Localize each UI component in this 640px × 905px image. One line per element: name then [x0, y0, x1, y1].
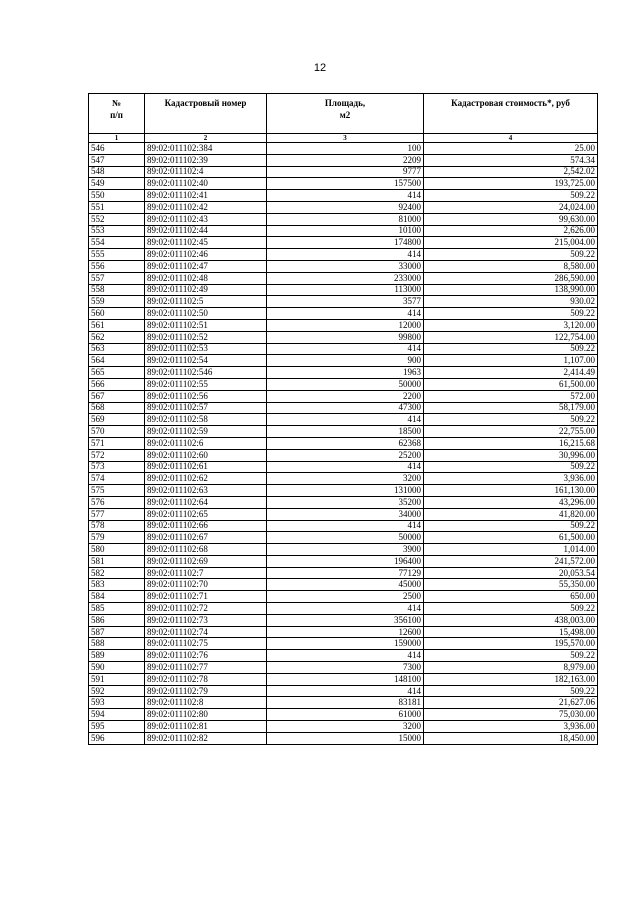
row-number-cell: 585 — [89, 603, 145, 615]
table-row — [89, 673, 598, 685]
area-cell: 100 — [267, 143, 424, 155]
row-number-cell: 556 — [89, 260, 145, 272]
cadastral-number-cell: 89:02:011102:49 — [145, 284, 267, 296]
row-number-cell: 562 — [89, 331, 145, 343]
cadastral-number-cell: 89:02:011102:55 — [145, 378, 267, 390]
cadastral-number-cell: 89:02:011102:47 — [145, 260, 267, 272]
cost-cell: 61,500.00 — [424, 378, 598, 390]
cost-cell: 8,979.00 — [424, 662, 598, 674]
table-row — [89, 473, 598, 485]
table-row — [89, 308, 598, 320]
cadastral-number-cell: 89:02:011102:64 — [145, 496, 267, 508]
cost-cell: 25.00 — [424, 143, 598, 155]
row-number-cell: 587 — [89, 626, 145, 638]
table-row — [89, 544, 598, 556]
table-row — [89, 732, 598, 744]
cadastral-number-cell: 89:02:011102:74 — [145, 626, 267, 638]
cadastral-number-cell: 89:02:011102:39 — [145, 154, 267, 166]
row-number-cell: 549 — [89, 178, 145, 190]
area-cell: 34000 — [267, 508, 424, 520]
table-row — [89, 237, 598, 249]
cadastral-number-cell: 89:02:011102:75 — [145, 638, 267, 650]
page-number: 12 — [313, 62, 327, 74]
area-cell: 3200 — [267, 721, 424, 733]
row-number-cell: 573 — [89, 461, 145, 473]
area-cell: 50000 — [267, 378, 424, 390]
row-number-cell: 563 — [89, 343, 145, 355]
row-number-cell: 590 — [89, 662, 145, 674]
cadastral-number-cell: 89:02:011102:77 — [145, 662, 267, 674]
row-number-cell: 564 — [89, 355, 145, 367]
cost-cell: 509.22 — [424, 249, 598, 261]
cadastral-number-cell: 89:02:011102:4 — [145, 166, 267, 178]
row-number-cell: 567 — [89, 390, 145, 402]
cadastral-number-cell: 89:02:011102:78 — [145, 673, 267, 685]
header-area — [267, 94, 424, 134]
cadastral-number-cell: 89:02:011102:50 — [145, 308, 267, 320]
table-row — [89, 201, 598, 213]
area-cell: 92400 — [267, 201, 424, 213]
area-cell: 148100 — [267, 673, 424, 685]
cadastral-number-cell: 89:02:011102:70 — [145, 579, 267, 591]
cadastral-number-cell: 89:02:011102:40 — [145, 178, 267, 190]
row-number-cell: 582 — [89, 567, 145, 579]
cadastral-number-cell: 89:02:011102:7 — [145, 567, 267, 579]
table-row — [89, 579, 598, 591]
row-number-cell: 557 — [89, 272, 145, 284]
table-row — [89, 213, 598, 225]
cadastral-number-cell: 89:02:011102:60 — [145, 449, 267, 461]
table-row — [89, 508, 598, 520]
cost-cell: 99,630.00 — [424, 213, 598, 225]
row-number-cell: 570 — [89, 426, 145, 438]
area-cell: 9777 — [267, 166, 424, 178]
row-number-cell: 550 — [89, 190, 145, 202]
cadastral-number-cell: 89:02:011102:8 — [145, 697, 267, 709]
cost-cell: 650.00 — [424, 591, 598, 603]
table-row — [89, 614, 598, 626]
table-row — [89, 567, 598, 579]
header-cadastral-cost: Кадастровая стоимость*, руб — [424, 94, 598, 134]
area-cell: 414 — [267, 650, 424, 662]
row-number-cell: 596 — [89, 732, 145, 744]
row-number-cell: 591 — [89, 673, 145, 685]
row-number-cell: 571 — [89, 437, 145, 449]
row-number-cell: 546 — [89, 143, 145, 155]
table-row — [89, 414, 598, 426]
cost-cell: 193,725.00 — [424, 178, 598, 190]
row-number-cell: 568 — [89, 402, 145, 414]
area-cell: 414 — [267, 461, 424, 473]
cost-cell: 241,572.00 — [424, 555, 598, 567]
table-row — [89, 190, 598, 202]
cadastral-number-cell: 89:02:011102:43 — [145, 213, 267, 225]
table-row — [89, 603, 598, 615]
table-row — [89, 319, 598, 331]
cost-cell: 509.22 — [424, 603, 598, 615]
row-number-cell: 547 — [89, 154, 145, 166]
area-cell: 7300 — [267, 662, 424, 674]
header-area-unit: м2 — [339, 109, 351, 120]
row-number-cell: 595 — [89, 721, 145, 733]
cadastral-number-cell: 89:02:011102:546 — [145, 367, 267, 379]
row-number-cell: 589 — [89, 650, 145, 662]
table-row — [89, 638, 598, 650]
cadastral-number-cell: 89:02:011102:61 — [145, 461, 267, 473]
area-cell: 15000 — [267, 732, 424, 744]
area-cell: 414 — [267, 603, 424, 615]
cost-cell: 15,498.00 — [424, 626, 598, 638]
area-cell: 414 — [267, 308, 424, 320]
cost-cell: 182,163.00 — [424, 673, 598, 685]
area-cell: 414 — [267, 190, 424, 202]
cost-cell: 215,004.00 — [424, 237, 598, 249]
cost-cell: 930.02 — [424, 296, 598, 308]
row-number-cell: 578 — [89, 520, 145, 532]
area-cell: 2500 — [267, 591, 424, 603]
row-number-cell: 580 — [89, 544, 145, 556]
row-number-cell: 574 — [89, 473, 145, 485]
row-number-cell: 572 — [89, 449, 145, 461]
cadastral-number-cell: 89:02:011102:46 — [145, 249, 267, 261]
cadastral-number-cell: 89:02:011102:41 — [145, 190, 267, 202]
table-row — [89, 225, 598, 237]
cadastral-number-cell: 89:02:011102:54 — [145, 355, 267, 367]
cadastral-number-cell: 89:02:011102:59 — [145, 426, 267, 438]
table-row — [89, 166, 598, 178]
header-number — [89, 94, 145, 134]
header-number-pp: п/п — [110, 109, 123, 120]
cost-cell: 2,414.49 — [424, 367, 598, 379]
area-cell: 47300 — [267, 402, 424, 414]
area-cell: 113000 — [267, 284, 424, 296]
cost-cell: 509.22 — [424, 343, 598, 355]
cost-cell: 8,580.00 — [424, 260, 598, 272]
area-cell: 414 — [267, 520, 424, 532]
cost-cell: 509.22 — [424, 461, 598, 473]
cadastral-number-cell: 89:02:011102:5 — [145, 296, 267, 308]
area-cell: 159000 — [267, 638, 424, 650]
row-number-cell: 558 — [89, 284, 145, 296]
cost-cell: 195,570.00 — [424, 638, 598, 650]
cost-cell: 41,820.00 — [424, 508, 598, 520]
area-cell: 3577 — [267, 296, 424, 308]
area-cell: 61000 — [267, 709, 424, 721]
table-row — [89, 650, 598, 662]
cadastral-number-cell: 89:02:011102:45 — [145, 237, 267, 249]
cost-cell: 509.22 — [424, 650, 598, 662]
row-number-cell: 560 — [89, 308, 145, 320]
cadastral-number-cell: 89:02:011102:71 — [145, 591, 267, 603]
area-cell: 33000 — [267, 260, 424, 272]
cost-cell: 509.22 — [424, 520, 598, 532]
cadastral-number-cell: 89:02:011102:73 — [145, 614, 267, 626]
row-number-cell: 576 — [89, 496, 145, 508]
cost-cell: 1,014.00 — [424, 544, 598, 556]
row-number-cell: 583 — [89, 579, 145, 591]
cadastral-number-cell: 89:02:011102:66 — [145, 520, 267, 532]
table-row — [89, 461, 598, 473]
row-number-cell: 593 — [89, 697, 145, 709]
cadastral-number-cell: 89:02:011102:68 — [145, 544, 267, 556]
area-cell: 196400 — [267, 555, 424, 567]
table-row — [89, 178, 598, 190]
table-row — [89, 296, 598, 308]
row-number-cell: 592 — [89, 685, 145, 697]
area-cell: 356100 — [267, 614, 424, 626]
cadastral-table — [88, 93, 598, 745]
area-cell: 174800 — [267, 237, 424, 249]
area-cell: 2209 — [267, 154, 424, 166]
cost-cell: 20,053.54 — [424, 567, 598, 579]
row-number-cell: 554 — [89, 237, 145, 249]
area-cell: 414 — [267, 249, 424, 261]
cost-cell: 18,450.00 — [424, 732, 598, 744]
column-number: 1 — [89, 134, 145, 143]
cost-cell: 24,024.00 — [424, 201, 598, 213]
cadastral-number-cell: 89:02:011102:52 — [145, 331, 267, 343]
cadastral-number-cell: 89:02:011102:67 — [145, 532, 267, 544]
area-cell: 900 — [267, 355, 424, 367]
cadastral-number-cell: 89:02:011102:384 — [145, 143, 267, 155]
header-cadastral-number: Кадастровый номер — [145, 94, 267, 134]
table-row — [89, 520, 598, 532]
area-cell: 77129 — [267, 567, 424, 579]
table-row — [89, 626, 598, 638]
row-number-cell: 588 — [89, 638, 145, 650]
cost-cell: 574.34 — [424, 154, 598, 166]
table-row — [89, 591, 598, 603]
column-number: 4 — [424, 134, 598, 143]
row-number-cell: 551 — [89, 201, 145, 213]
cost-cell: 509.22 — [424, 414, 598, 426]
table-row — [89, 143, 598, 155]
cadastral-number-cell: 89:02:011102:69 — [145, 555, 267, 567]
cost-cell: 122,754.00 — [424, 331, 598, 343]
cost-cell: 58,179.00 — [424, 402, 598, 414]
table-row — [89, 367, 598, 379]
cost-cell: 75,030.00 — [424, 709, 598, 721]
header-area-label: Площадь, — [324, 98, 366, 108]
area-cell: 233000 — [267, 272, 424, 284]
area-cell: 414 — [267, 685, 424, 697]
cadastral-number-cell: 89:02:011102:48 — [145, 272, 267, 284]
area-cell: 2200 — [267, 390, 424, 402]
area-cell: 157500 — [267, 178, 424, 190]
area-cell: 45000 — [267, 579, 424, 591]
area-cell: 83181 — [267, 697, 424, 709]
table-row — [89, 697, 598, 709]
cost-cell: 286,590.00 — [424, 272, 598, 284]
area-cell: 131000 — [267, 485, 424, 497]
table-row — [89, 709, 598, 721]
cost-cell: 16,215.68 — [424, 437, 598, 449]
table-row — [89, 402, 598, 414]
row-number-cell: 586 — [89, 614, 145, 626]
column-number: 2 — [145, 134, 267, 143]
cadastral-number-cell: 89:02:011102:65 — [145, 508, 267, 520]
area-cell: 10100 — [267, 225, 424, 237]
row-number-cell: 552 — [89, 213, 145, 225]
area-cell: 1963 — [267, 367, 424, 379]
cadastral-number-cell: 89:02:011102:53 — [145, 343, 267, 355]
cost-cell: 509.22 — [424, 308, 598, 320]
table-row — [89, 154, 598, 166]
cost-cell: 43,296.00 — [424, 496, 598, 508]
row-number-cell: 565 — [89, 367, 145, 379]
area-cell: 99800 — [267, 331, 424, 343]
cost-cell: 3,936.00 — [424, 473, 598, 485]
area-cell: 12000 — [267, 319, 424, 331]
cost-cell: 138,990.00 — [424, 284, 598, 296]
area-cell: 414 — [267, 414, 424, 426]
row-number-cell: 553 — [89, 225, 145, 237]
row-number-cell: 575 — [89, 485, 145, 497]
area-cell: 81000 — [267, 213, 424, 225]
area-cell: 414 — [267, 343, 424, 355]
table-row — [89, 343, 598, 355]
column-number: 3 — [267, 134, 424, 143]
row-number-cell: 577 — [89, 508, 145, 520]
table-row — [89, 355, 598, 367]
area-cell: 35200 — [267, 496, 424, 508]
table-row — [89, 390, 598, 402]
cadastral-number-cell: 89:02:011102:58 — [145, 414, 267, 426]
cost-cell: 21,627.06 — [424, 697, 598, 709]
area-cell: 3900 — [267, 544, 424, 556]
cost-cell: 572.00 — [424, 390, 598, 402]
table-row — [89, 532, 598, 544]
cost-cell: 2,626.00 — [424, 225, 598, 237]
cost-cell: 438,003.00 — [424, 614, 598, 626]
cost-cell: 22,755.00 — [424, 426, 598, 438]
header-number-symbol: № — [111, 98, 122, 108]
cadastral-number-cell: 89:02:011102:81 — [145, 721, 267, 733]
table-row — [89, 437, 598, 449]
cadastral-number-cell: 89:02:011102:6 — [145, 437, 267, 449]
table-row — [89, 426, 598, 438]
cadastral-number-cell: 89:02:011102:44 — [145, 225, 267, 237]
cadastral-number-cell: 89:02:011102:80 — [145, 709, 267, 721]
area-cell: 18500 — [267, 426, 424, 438]
row-number-cell: 566 — [89, 378, 145, 390]
cadastral-number-cell: 89:02:011102:62 — [145, 473, 267, 485]
cadastral-number-cell: 89:02:011102:57 — [145, 402, 267, 414]
table-row — [89, 249, 598, 261]
cadastral-number-cell: 89:02:011102:82 — [145, 732, 267, 744]
table-row — [89, 449, 598, 461]
column-number-row — [89, 134, 598, 143]
cadastral-number-cell: 89:02:011102:72 — [145, 603, 267, 615]
table-header-row — [89, 94, 598, 134]
table-row — [89, 555, 598, 567]
cost-cell: 161,130.00 — [424, 485, 598, 497]
row-number-cell: 584 — [89, 591, 145, 603]
table-row — [89, 378, 598, 390]
area-cell: 50000 — [267, 532, 424, 544]
row-number-cell: 548 — [89, 166, 145, 178]
area-cell: 62368 — [267, 437, 424, 449]
cadastral-number-cell: 89:02:011102:51 — [145, 319, 267, 331]
cost-cell: 2,542.02 — [424, 166, 598, 178]
cost-cell: 509.22 — [424, 190, 598, 202]
row-number-cell: 594 — [89, 709, 145, 721]
row-number-cell: 569 — [89, 414, 145, 426]
cost-cell: 30,996.00 — [424, 449, 598, 461]
area-cell: 3200 — [267, 473, 424, 485]
row-number-cell: 581 — [89, 555, 145, 567]
table-row — [89, 662, 598, 674]
cadastral-number-cell: 89:02:011102:42 — [145, 201, 267, 213]
table-row — [89, 284, 598, 296]
table-row — [89, 272, 598, 284]
row-number-cell: 559 — [89, 296, 145, 308]
cost-cell: 1,107.00 — [424, 355, 598, 367]
table-row — [89, 485, 598, 497]
cadastral-number-cell: 89:02:011102:76 — [145, 650, 267, 662]
cost-cell: 61,500.00 — [424, 532, 598, 544]
table-row — [89, 496, 598, 508]
table-row — [89, 331, 598, 343]
cost-cell: 55,350.00 — [424, 579, 598, 591]
table-row — [89, 260, 598, 272]
cadastral-number-cell: 89:02:011102:63 — [145, 485, 267, 497]
area-cell: 12600 — [267, 626, 424, 638]
cost-cell: 509.22 — [424, 685, 598, 697]
table-row — [89, 721, 598, 733]
cadastral-number-cell: 89:02:011102:79 — [145, 685, 267, 697]
area-cell: 25200 — [267, 449, 424, 461]
row-number-cell: 561 — [89, 319, 145, 331]
row-number-cell: 579 — [89, 532, 145, 544]
table-row — [89, 685, 598, 697]
row-number-cell: 555 — [89, 249, 145, 261]
cost-cell: 3,120.00 — [424, 319, 598, 331]
cadastral-number-cell: 89:02:011102:56 — [145, 390, 267, 402]
table-body — [89, 143, 598, 745]
cost-cell: 3,936.00 — [424, 721, 598, 733]
